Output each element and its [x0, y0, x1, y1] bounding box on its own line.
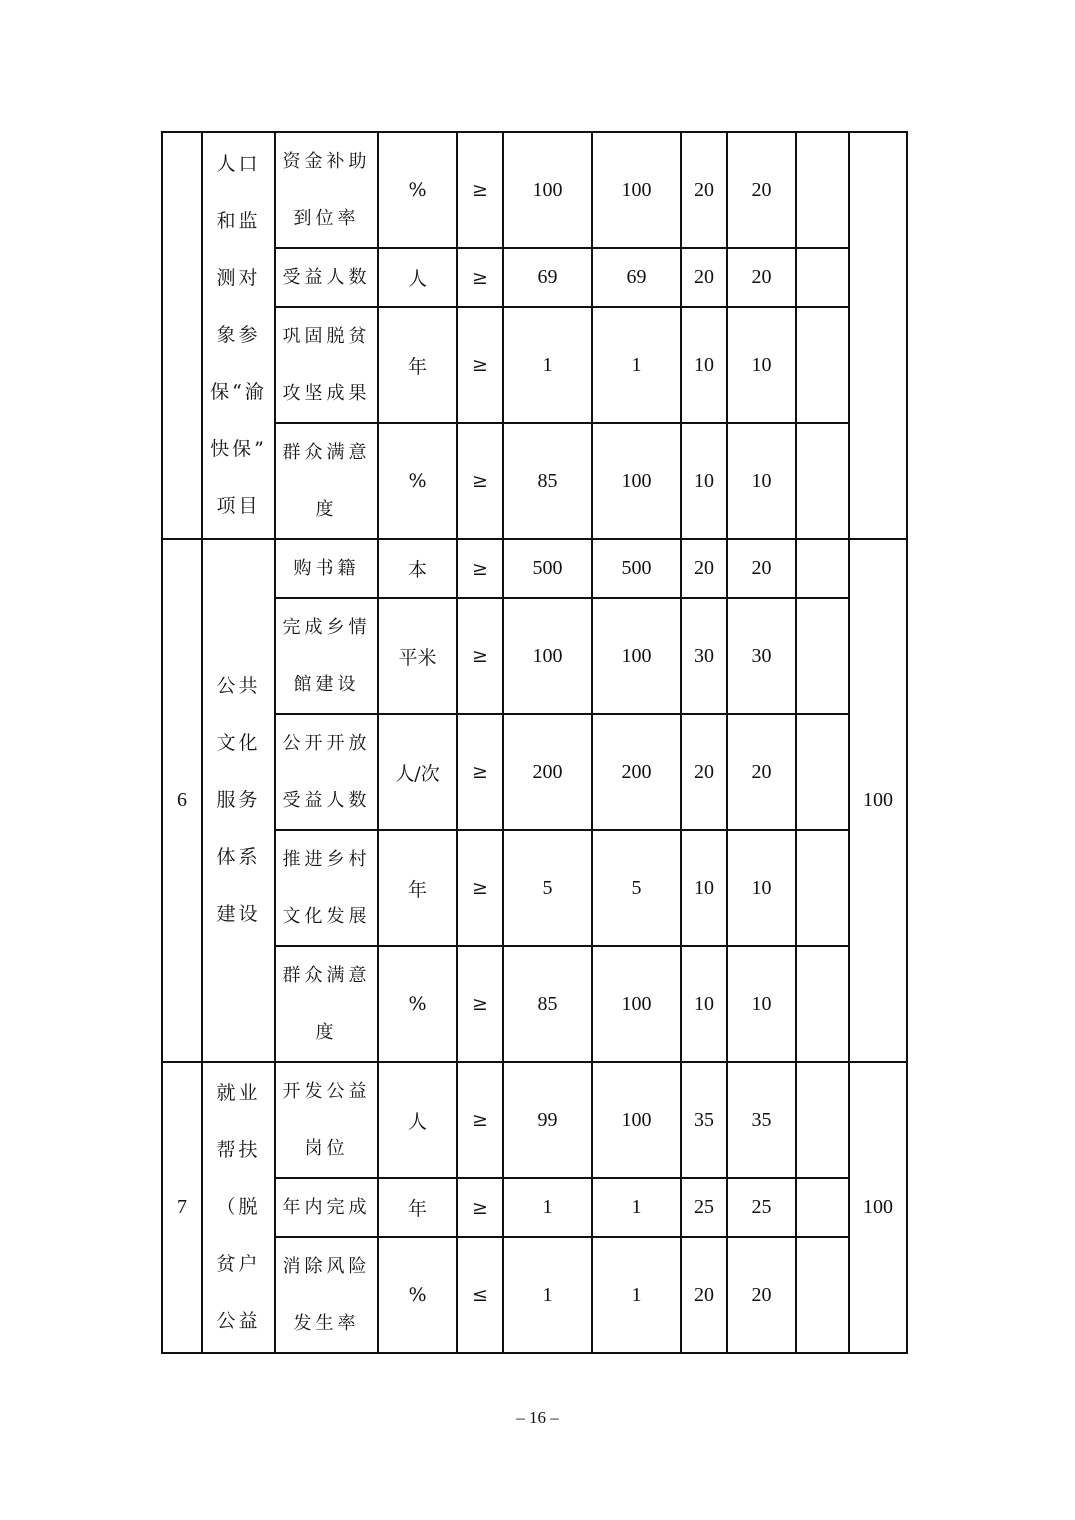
project-name-line: 帮扶 [216, 1139, 261, 1161]
target-value-cell: 1 [503, 307, 592, 423]
score-cell: 10 [727, 307, 796, 423]
target-value-cell: 200 [503, 714, 592, 830]
project-name-line: 和监 [216, 210, 261, 232]
project-name-line: 公益 [216, 1310, 261, 1332]
indicator-cell [275, 423, 378, 539]
weight-cell: 20 [681, 1237, 727, 1353]
unit-cell: 人 [378, 1062, 457, 1178]
indicator-line: 受益人数 [282, 267, 371, 288]
note-cell [796, 307, 849, 423]
operator-cell: ≥ [457, 598, 503, 714]
target-value-cell: 99 [503, 1062, 592, 1178]
table-body [162, 132, 907, 1353]
unit-cell: % [378, 132, 457, 248]
note-cell [796, 598, 849, 714]
project-name-line: 项目 [216, 495, 261, 517]
unit-cell: 人 [378, 248, 457, 307]
weight-cell: 30 [681, 598, 727, 714]
project-name-cell [202, 539, 275, 1062]
score-cell: 30 [727, 598, 796, 714]
indicator-line: 度 [315, 1022, 338, 1043]
actual-value-cell: 100 [592, 423, 681, 539]
weight-cell: 20 [681, 132, 727, 248]
project-number-cell: 7 [162, 1062, 202, 1353]
project-name-line: 就业 [216, 1082, 261, 1104]
project-name-line: 服务 [216, 789, 261, 811]
actual-value-cell: 100 [592, 946, 681, 1062]
indicator-cell [275, 307, 378, 423]
page-number: – 16 – [516, 1408, 559, 1427]
indicator-line: 年内完成 [282, 1197, 371, 1218]
score-cell: 10 [727, 946, 796, 1062]
project-name-line: 文化 [216, 732, 261, 754]
actual-value-cell: 1 [592, 1178, 681, 1237]
unit-cell: 本 [378, 539, 457, 598]
indicator-cell [275, 946, 378, 1062]
note-cell [796, 946, 849, 1062]
unit-cell: 年 [378, 830, 457, 946]
operator-cell: ≥ [457, 423, 503, 539]
project-name-line: （脱 [216, 1196, 261, 1218]
weight-cell: 20 [681, 714, 727, 830]
actual-value-cell: 500 [592, 539, 681, 598]
project-name-line: 测对 [216, 267, 261, 289]
unit-cell: % [378, 1237, 457, 1353]
indicator-line: 度 [315, 499, 338, 520]
total-score-cell: 100 [849, 539, 907, 1062]
indicator-line: 到位率 [293, 208, 360, 229]
weight-cell: 25 [681, 1178, 727, 1237]
score-cell: 20 [727, 132, 796, 248]
unit-cell: % [378, 423, 457, 539]
unit-cell: 平米 [378, 598, 457, 714]
target-value-cell: 500 [503, 539, 592, 598]
score-cell: 20 [727, 248, 796, 307]
performance-table [161, 131, 908, 1354]
indicator-cell [275, 1062, 378, 1178]
indicator-cell [275, 598, 378, 714]
operator-cell: ≥ [457, 830, 503, 946]
score-cell: 10 [727, 830, 796, 946]
project-name-line: 象参 [216, 324, 261, 346]
target-value-cell: 100 [503, 598, 592, 714]
project-number-cell [162, 132, 202, 539]
actual-value-cell: 1 [592, 307, 681, 423]
operator-cell: ≥ [457, 539, 503, 598]
project-name-line: 体系 [216, 846, 261, 868]
target-value-cell: 100 [503, 132, 592, 248]
actual-value-cell: 200 [592, 714, 681, 830]
score-cell: 20 [727, 539, 796, 598]
score-cell: 35 [727, 1062, 796, 1178]
table-row [162, 539, 907, 598]
actual-value-cell: 5 [592, 830, 681, 946]
indicator-cell [275, 714, 378, 830]
weight-cell: 10 [681, 307, 727, 423]
actual-value-cell: 100 [592, 1062, 681, 1178]
note-cell [796, 423, 849, 539]
operator-cell: ≤ [457, 1237, 503, 1353]
indicator-line: 攻坚成果 [282, 383, 371, 404]
indicator-cell [275, 132, 378, 248]
note-cell [796, 1062, 849, 1178]
project-name-line: 人口 [216, 153, 261, 175]
indicator-cell [275, 830, 378, 946]
total-score-cell: 100 [849, 1062, 907, 1353]
weight-cell: 20 [681, 248, 727, 307]
target-value-cell: 69 [503, 248, 592, 307]
note-cell [796, 248, 849, 307]
operator-cell: ≥ [457, 1178, 503, 1237]
indicator-line: 群众满意 [282, 442, 371, 463]
table-row [162, 1062, 907, 1178]
project-name-line: 快保” [210, 438, 267, 460]
weight-cell: 10 [681, 830, 727, 946]
note-cell [796, 1178, 849, 1237]
indicator-line: 群众满意 [282, 965, 371, 986]
indicator-cell [275, 539, 378, 598]
actual-value-cell: 69 [592, 248, 681, 307]
indicator-line: 发生率 [293, 1313, 360, 1334]
project-name-cell [202, 1062, 275, 1353]
unit-cell: 年 [378, 1178, 457, 1237]
project-name-cell [202, 132, 275, 539]
note-cell [796, 132, 849, 248]
weight-cell: 20 [681, 539, 727, 598]
actual-value-cell: 1 [592, 1237, 681, 1353]
target-value-cell: 5 [503, 830, 592, 946]
score-cell: 25 [727, 1178, 796, 1237]
operator-cell: ≥ [457, 248, 503, 307]
project-name-line: 公共 [216, 675, 261, 697]
note-cell [796, 714, 849, 830]
total-score-cell [849, 132, 907, 539]
indicator-cell [275, 1178, 378, 1237]
weight-cell: 10 [681, 946, 727, 1062]
target-value-cell: 1 [503, 1178, 592, 1237]
indicator-cell [275, 248, 378, 307]
note-cell [796, 539, 849, 598]
indicator-line: 完成乡情 [282, 617, 371, 638]
unit-cell: 人/次 [378, 714, 457, 830]
project-name-line: 贫户 [216, 1253, 261, 1275]
unit-cell: % [378, 946, 457, 1062]
operator-cell: ≥ [457, 714, 503, 830]
actual-value-cell: 100 [592, 598, 681, 714]
operator-cell: ≥ [457, 307, 503, 423]
project-name-line: 保“渝 [210, 381, 267, 403]
project-name-line: 建设 [216, 903, 261, 925]
target-value-cell: 1 [503, 1237, 592, 1353]
score-cell: 20 [727, 1237, 796, 1353]
indicator-line: 公开开放 [282, 733, 371, 754]
actual-value-cell: 100 [592, 132, 681, 248]
operator-cell: ≥ [457, 1062, 503, 1178]
indicator-line: 巩固脱贫 [282, 326, 371, 347]
indicator-line: 开发公益 [282, 1081, 371, 1102]
indicator-line: 购书籍 [293, 558, 360, 579]
target-value-cell: 85 [503, 423, 592, 539]
operator-cell: ≥ [457, 946, 503, 1062]
score-cell: 10 [727, 423, 796, 539]
unit-cell: 年 [378, 307, 457, 423]
table-row [162, 132, 907, 248]
indicator-line: 受益人数 [282, 790, 371, 811]
indicator-line: 推进乡村 [282, 849, 371, 870]
indicator-line: 文化发展 [282, 906, 371, 927]
indicator-cell [275, 1237, 378, 1353]
indicator-line: 館建设 [293, 674, 360, 695]
project-number-cell: 6 [162, 539, 202, 1062]
score-cell: 20 [727, 714, 796, 830]
indicator-line: 岗位 [304, 1138, 349, 1159]
weight-cell: 10 [681, 423, 727, 539]
operator-cell: ≥ [457, 132, 503, 248]
indicator-line: 资金补助 [282, 151, 371, 172]
note-cell [796, 830, 849, 946]
weight-cell: 35 [681, 1062, 727, 1178]
target-value-cell: 85 [503, 946, 592, 1062]
note-cell [796, 1237, 849, 1353]
indicator-line: 消除风险 [282, 1256, 371, 1277]
